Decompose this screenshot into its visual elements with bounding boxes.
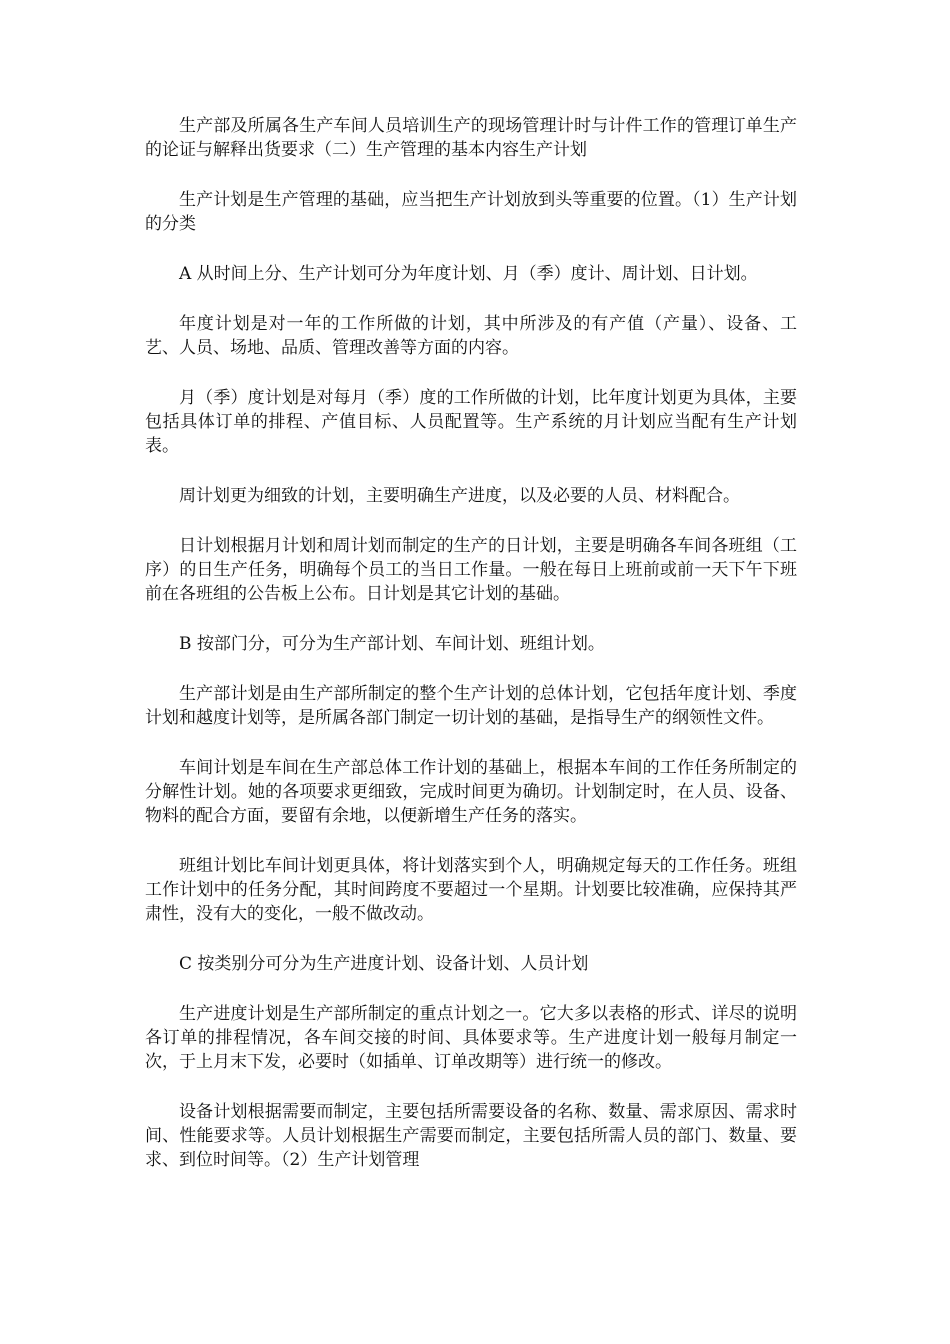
paragraph-annual-plan: 年度计划是对一年的工作所做的计划，其中所涉及的有产值（产量）、设备、工艺、人员、场地、品质、管理改善等方面的内容。 bbox=[145, 314, 797, 358]
paragraph-intro: 生产部及所属各生产车间人员培训生产的现场管理计时与计件工作的管理订单生产的论证与解释出货要求（二）生产管理的基本内容生产计划 bbox=[145, 116, 797, 160]
paragraph-weekly-plan: 周计划更为细致的计划，主要明确生产进度，以及必要的人员、材料配合。 bbox=[179, 486, 740, 506]
paragraph-by-time: A 从时间上分、生产计划可分为年度计划、月（季）度计、周计划、日计划。 bbox=[179, 264, 758, 284]
paragraph-monthly-plan: 月（季）度计划是对每月（季）度的工作所做的计划，比年度计划更为具体，主要包括具体订单的排程、产值目标、人员配置等。生产系统的月计划应当配有生产计划表。 bbox=[145, 388, 797, 456]
paragraph-by-category: C 按类别分可分为生产进度计划、设备计划、人员计划 bbox=[179, 954, 589, 974]
paragraph-department-plan: 生产部计划是由生产部所制定的整个生产计划的总体计划，它包括年度计划、季度计划和越度计划等，是所属各部门制定一切计划的基础，是指导生产的纲领性文件。 bbox=[145, 684, 797, 728]
paragraph-by-department: B 按部门分，可分为生产部计划、车间计划、班组计划。 bbox=[179, 634, 605, 654]
document-page bbox=[145, 114, 797, 1198]
paragraph-daily-plan: 日计划根据月计划和周计划而制定的生产的日计划，主要是明确各车间各班组（工序）的日生产任务，明确每个员工的当日工作量。一般在每日上班前或前一天下午下班前在各班组的公告板上公布。日计划是其它计划的基础。 bbox=[145, 536, 797, 604]
paragraph-progress-plan: 生产进度计划是生产部所制定的重点计划之一。它大多以表格的形式、详尽的说明各订单的排程情况，各车间交接的时间、具体要求等。生产进度计划一般每月制定一次，于上月末下发，必要时（如插单、订单改期等）进行统一的修改。 bbox=[145, 1004, 797, 1072]
paragraph-workshop-plan: 车间计划是车间在生产部总体工作计划的基础上，根据本车间的工作任务所制定的分解性计划。她的各项要求更细致，完成时间更为确切。计划制定时，在人员、设备、物料的配合方面，要留有余地，以便新增生产任务的落实。 bbox=[145, 758, 797, 826]
paragraph-team-plan: 班组计划比车间计划更具体，将计划落实到个人，明确规定每天的工作任务。班组工作计划中的任务分配，其时间跨度不要超过一个星期。计划要比较准确，应保持其严肃性，没有大的变化，一般不做改动。 bbox=[145, 856, 797, 924]
paragraph-production-plan: 生产计划是生产管理的基础，应当把生产计划放到头等重要的位置。（1）生产计划的分类 bbox=[145, 190, 797, 234]
paragraph-equipment-plan: 设备计划根据需要而制定，主要包括所需要设备的名称、数量、需求原因、需求时间、性能要求等。人员计划根据生产需要而制定，主要包括所需人员的部门、数量、要求、到位时间等。（2）生产计划管理 bbox=[145, 1102, 797, 1170]
